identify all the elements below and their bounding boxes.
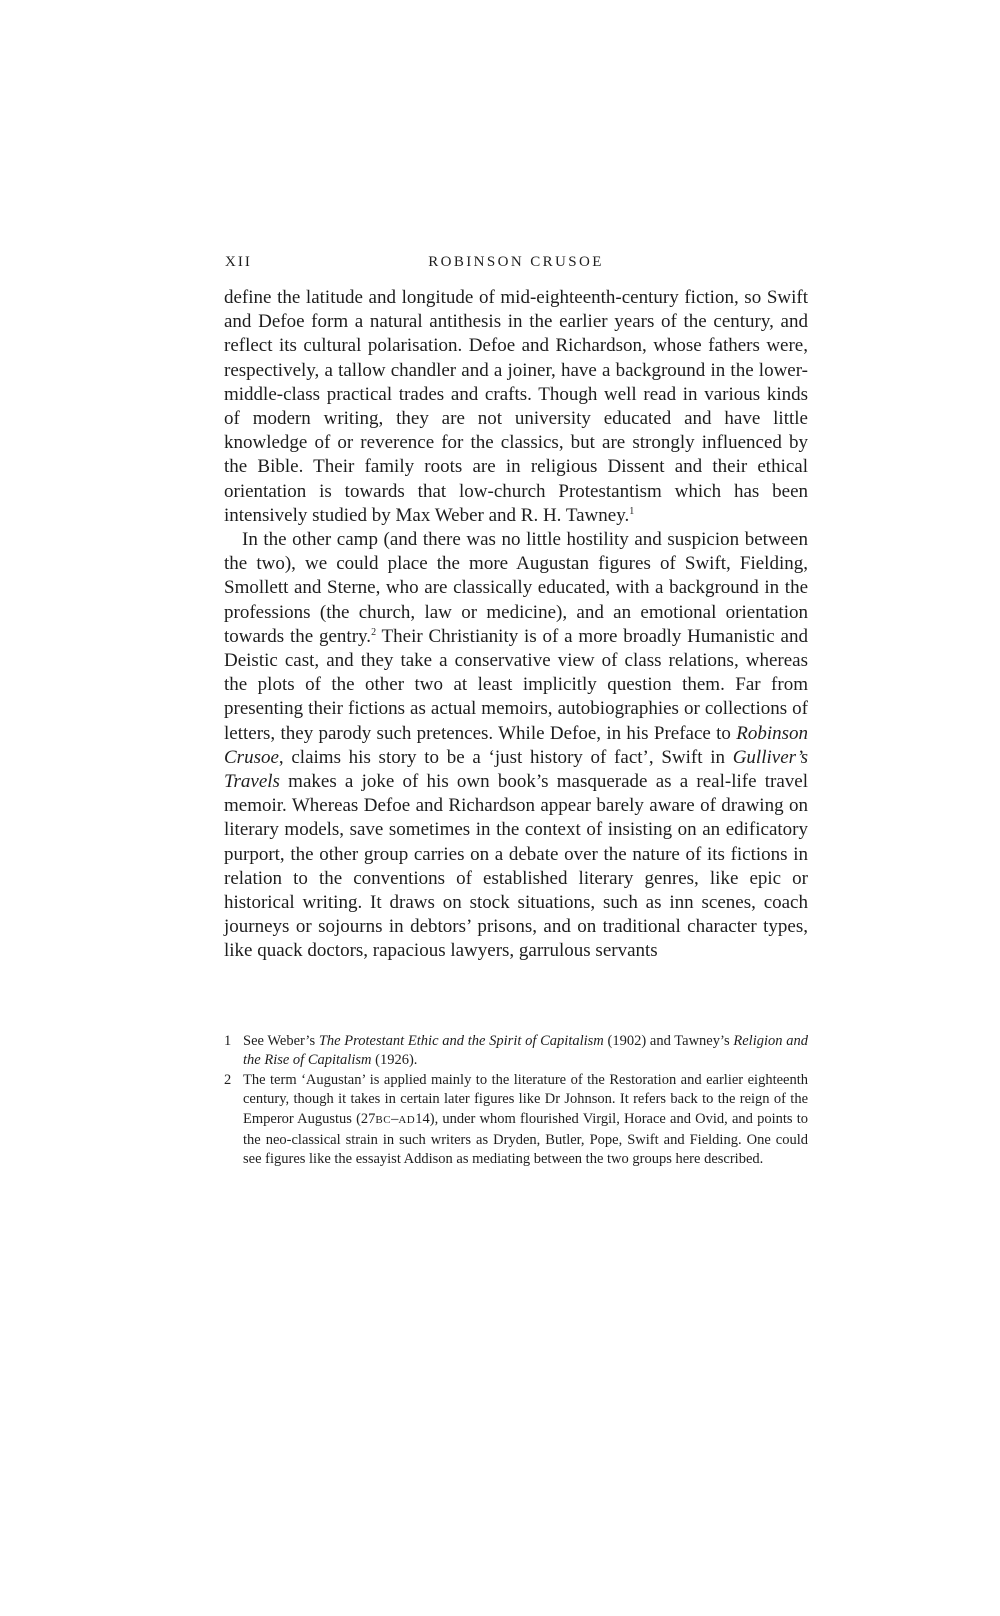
paragraph-2-text-c: , claims his story to be a ‘just history of fact’, Swift in	[278, 746, 733, 768]
footnote-number: 1	[224, 1032, 232, 1049]
footnote-text: (1926).	[371, 1052, 418, 1069]
footnotes	[224, 1032, 808, 1170]
footnote-text: The term ‘Augustan’ is applied mainly to the literature of the Restoration and earlier eighteenth century, though it takes in certain later figures like Dr Johnson. It refers back to the reign of the Emperor Augustus (27	[243, 1071, 808, 1128]
paragraph-2-text-b: Their Christianity is of a more broadly Humanistic and Deistic cast, and they take a conservative view of class relations, whereas the plots of the other two at least implicitly question them. Far from presenting their fictions as actual memoirs, autobiographies or collections of letters, they parody such pretences. While Defoe, in his Preface to	[224, 625, 808, 744]
running-title: ROBINSON CRUSOE	[428, 254, 604, 270]
footnote-ref-1: 1	[629, 505, 635, 517]
body-text	[224, 286, 808, 964]
era-ad: AD	[398, 1114, 416, 1127]
running-head	[224, 254, 808, 282]
date-dash: –	[391, 1111, 399, 1128]
footnote-number: 2	[224, 1071, 232, 1088]
paragraph-2-text-a: In the other camp (and there was no little hostility and suspicion between the two), we could place the more Augustan figures of Swift, Fielding, Smollett and Sterne, who are classically educated, with a background in the professions (the church, law or medicine), and an emotional orientation towards the gentry.	[224, 529, 808, 647]
title-gullivers-travels: Gulliver’s Travels	[224, 746, 808, 793]
book-page	[224, 254, 808, 1170]
footnote-title: The Protestant Ethic and the Spirit of Capitalism	[318, 1032, 604, 1049]
era-bc: BC	[375, 1114, 392, 1127]
footnote-1	[224, 1032, 808, 1071]
paragraph-2	[224, 528, 808, 964]
paragraph-2-text-d: makes a joke of his own book’s masquerade as a real-life travel memoir. Whereas Defoe and Richardson appear barely aware of drawing on literary models, save sometimes in the context of insisting on an edificatory purport, the other group carries on a debate over the nature of its fictions in relation to the conventions of established literary genres, like epic or historical writing. It draws on stock situations, such as inn scenes, coach journeys or sojourns in debtors’ prisons, and on traditional character types, like quack doctors, rapacious lawyers, garrulous servants	[224, 771, 808, 962]
footnote-ref-2: 2	[371, 626, 377, 638]
paragraph-1-text: define the latitude and longitude of mid-eighteenth-century fiction, so Swift and Defoe form a natural antithesis in the earlier years of the century, and reflect its cultural polarisation. Defoe and Richardson, whose fathers were, respectively, a tallow chandler and a joiner, have a background in the lower-middle-class practical trades and crafts. Though well read in various kinds of modern writing, they are not university educated and have little knowledge of or reverence for the classics, but are strongly influenced by the Bible. Their family roots are in religious Dissent and their ethical orientation is towards that low-church Protestantism which has been intensively studied by Max Weber and R. H. Tawney.	[224, 287, 808, 526]
footnote-text: See Weber’s	[243, 1032, 319, 1049]
footnote-2	[224, 1071, 808, 1170]
footnote-text: (1902) and Tawney’s	[603, 1032, 734, 1049]
title-robinson-crusoe: Robinson Crusoe	[224, 722, 808, 768]
footnote-text: 14), under whom flourished Virgil, Horace and Ovid, and points to the neo-classical strain in such writers as Dryden, Butler, Pope, Swift and Fielding. One could see figures like the essayist Addison as mediating between the two groups here described.	[243, 1111, 808, 1168]
footnote-title: Religion and the Rise of Capitalism	[243, 1032, 808, 1069]
page-number: XII	[225, 254, 252, 270]
paragraph-1	[224, 286, 808, 528]
